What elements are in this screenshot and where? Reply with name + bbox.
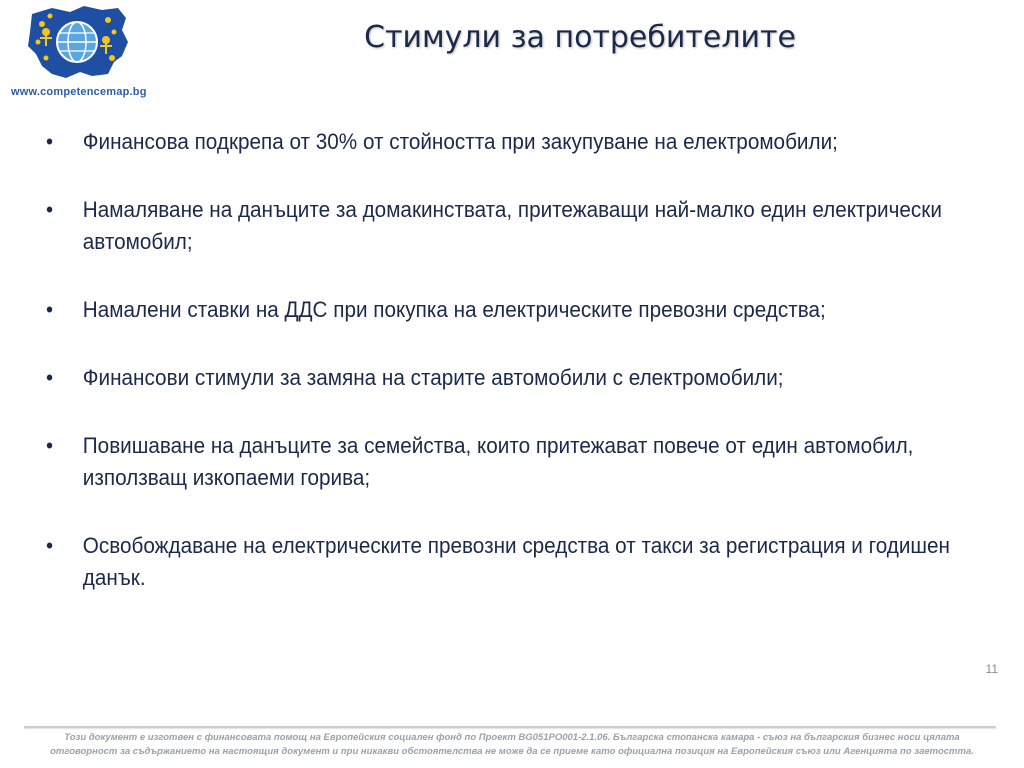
bullet-text: Намаляване на данъците за домакинствата, притежаващи най-малко един електрически автомобил; — [82, 197, 942, 254]
slide-number: 11 — [985, 662, 998, 676]
site-url-link[interactable]: www.competencemap.bg — [11, 86, 147, 98]
bullet-item — [46, 294, 1012, 326]
bullet-dot: • — [46, 533, 54, 558]
bullet-dot: • — [46, 365, 54, 390]
bulgaria-map-globe-logo-icon — [22, 2, 132, 82]
bullet-item — [46, 530, 1012, 594]
bullet-dot: • — [46, 129, 54, 154]
bullet-item — [46, 362, 1012, 394]
footer-line-1: Този документ е изготвен с финансовата помощ на Европейския социален фонд по Проект BG051PO001-2.1.06. Българска стопанска камара - съюз на българския бизнес носи цялата — [64, 732, 960, 743]
bullet-text: Освобождаване на електрическите превозни средства от такси за регистрация и годишен данък. — [82, 533, 950, 590]
bullet-item — [46, 126, 1012, 158]
bullet-item — [46, 194, 1012, 258]
bullet-dot: • — [46, 433, 54, 458]
bullet-text: Намалени ставки на ДДС при покупка на електрическите превозни средства; — [82, 297, 826, 322]
bullet-text: Финансова подкрепа от 30% от стойността при закупуване на електромобили; — [82, 129, 838, 154]
footer-line-2: отговорност за съдържанието на настоящия документ и при никакви обстоятелства не може да се приеме като официална позиция на Европейския съюз или Агенцията по заетостта. — [50, 746, 974, 757]
bullet-dot: • — [46, 197, 54, 222]
bullet-text: Повишаване на данъците за семейства, които притежават повече от един автомобил, използващ изкопаеми горива; — [82, 433, 914, 490]
bullet-dot: • — [46, 297, 54, 322]
slide-title: Стимули за потребителите — [364, 20, 796, 55]
bullet-item — [46, 430, 1012, 494]
footer-divider — [24, 726, 996, 728]
bullet-list — [46, 126, 986, 594]
logo-graphic — [22, 2, 132, 82]
footer-disclaimer — [40, 731, 984, 759]
bullet-text: Финансови стимули за замяна на старите автомобили с електромобили; — [82, 365, 784, 390]
